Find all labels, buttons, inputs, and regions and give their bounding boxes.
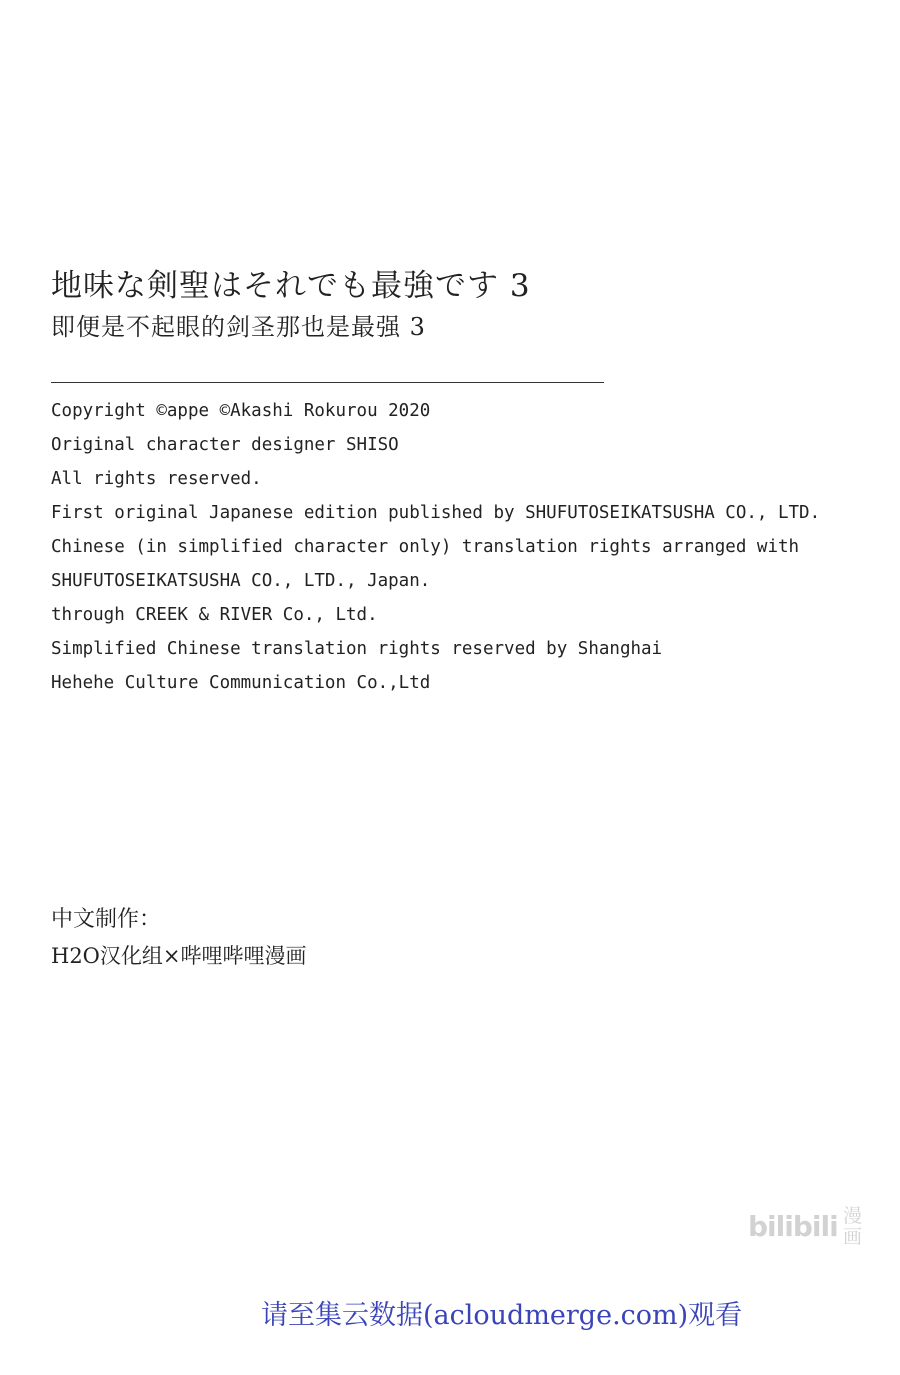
copyright-block — [51, 396, 820, 702]
copyright-line: Chinese (in simplified character only) translation rights arranged with — [51, 537, 800, 557]
copyright-line: Copyright ©appe ©Akashi Rokurou 2020 — [51, 401, 431, 421]
copyright-line: All rights reserved. — [51, 469, 262, 489]
divider-line — [51, 382, 604, 383]
credits-label: 中文制作： — [51, 907, 162, 932]
credits-value: H2O汉化组×哔哩哔哩漫画 — [51, 944, 307, 968]
chinese-title: 即便是不起眼的剑圣那也是最强 3 — [51, 313, 426, 341]
copyright-line: Hehehe Culture Communication Co.,Ltd — [51, 673, 431, 693]
copyright-line: through CREEK & RIVER Co., Ltd. — [51, 605, 378, 625]
copyright-line: First original Japanese edition published by SHUFUTOSEIKATSUSHA CO., LTD. — [51, 503, 821, 523]
watermark-logo-text: bilibili — [748, 1210, 838, 1243]
promo-link-text[interactable]: 请至集云数据(acloudmerge.com)观看 — [261, 1300, 743, 1331]
copyright-line: Simplified Chinese translation rights reserved by Shanghai — [51, 639, 663, 659]
copyright-line: Original character designer SHISO — [51, 435, 399, 455]
bilibili-watermark-logo — [748, 1206, 868, 1250]
copyright-line: SHUFUTOSEIKATSUSHA CO., LTD., Japan. — [51, 571, 431, 591]
japanese-title: 地味な剣聖はそれでも最強です 3 — [51, 268, 531, 304]
watermark-sub-text: 漫画 — [843, 1205, 863, 1248]
